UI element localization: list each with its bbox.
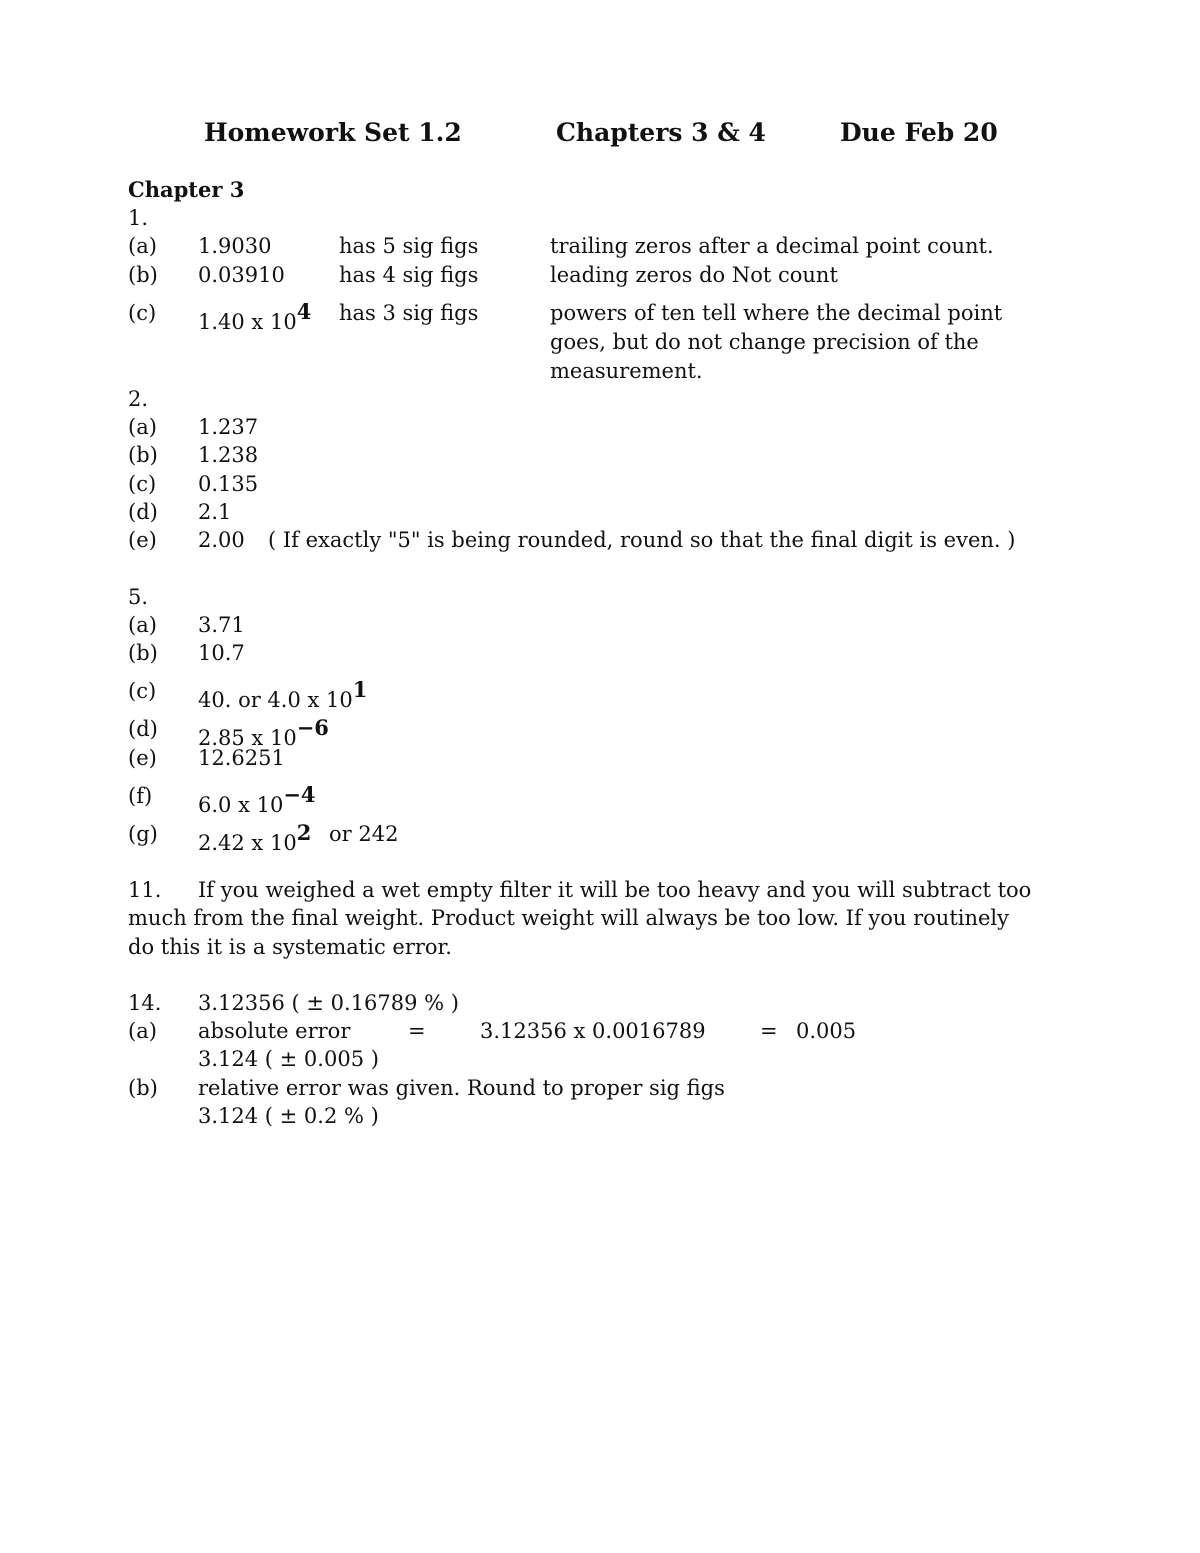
item-value: 0.135 [198, 472, 259, 496]
item-note: ( If exactly "5" is being rounded, round so that the final digit is even. ) [268, 528, 1016, 552]
item-text: absolute error [198, 1019, 351, 1043]
chapters-heading: Chapters 3 & 4 [556, 118, 766, 147]
equals-sign: = [760, 1019, 778, 1043]
item-value: 3.71 [198, 613, 245, 637]
item-value: 2.1 [198, 500, 232, 524]
question-number: 2. [128, 387, 149, 411]
item-note: leading zeros do Not count [550, 263, 838, 287]
sig-fig-count: has 5 sig figs [339, 234, 479, 258]
item-value: 0.03910 [198, 263, 285, 287]
item-value: 1.237 [198, 415, 259, 439]
item-value: 2.00 [198, 528, 245, 552]
item-value [198, 299, 312, 334]
item-label: (a) [128, 1019, 157, 1043]
item-note-line: goes, but do not change precision of the [550, 330, 979, 354]
item-value [198, 782, 316, 817]
answer-value: 3.124 ( ± 0.005 ) [198, 1047, 379, 1071]
answer-line: much from the final weight. Product weight will always be too low. If you routinely [128, 906, 1010, 930]
sig-fig-count: has 3 sig figs [339, 301, 479, 325]
question-number: 14. [128, 991, 162, 1015]
value-base: 2.85 x 10 [198, 726, 297, 750]
item-label: (a) [128, 415, 157, 439]
answer-line: do this it is a systematic error. [128, 935, 452, 959]
chapter-heading: Chapter 3 [128, 177, 245, 202]
item-text: relative error was given. Round to proper sig figs [198, 1076, 725, 1100]
item-value: 1.9030 [198, 234, 272, 258]
item-value: 1.238 [198, 443, 259, 467]
item-note: trailing zeros after a decimal point count. [550, 234, 994, 258]
item-label: (b) [128, 443, 158, 467]
equals-sign: = [408, 1019, 426, 1043]
item-value [198, 715, 329, 750]
item-label: (e) [128, 746, 157, 770]
item-value [198, 820, 312, 855]
exponent: −4 [283, 782, 316, 807]
item-label: (g) [128, 822, 158, 846]
item-label: (c) [128, 301, 157, 325]
value-base: 2.42 x 10 [198, 831, 297, 855]
item-label: (b) [128, 641, 158, 665]
value-base: 40. or 4.0 x 10 [198, 688, 353, 712]
calculation: 3.12356 x 0.0016789 [480, 1019, 706, 1043]
question-number: 5. [128, 585, 149, 609]
exponent: 2 [296, 820, 312, 845]
exponent: −6 [296, 715, 329, 740]
question-number: 1. [128, 206, 149, 230]
page-title: Homework Set 1.2 [204, 118, 462, 147]
value-base: 6.0 x 10 [198, 793, 284, 817]
item-value-alt: or 242 [329, 822, 399, 846]
item-label: (c) [128, 472, 157, 496]
item-label: (b) [128, 1076, 158, 1100]
item-label: (a) [128, 234, 157, 258]
item-note-line: measurement. [550, 359, 703, 383]
item-label: (e) [128, 528, 157, 552]
given-value: 3.12356 ( ± 0.16789 % ) [198, 991, 459, 1015]
answer-value: 3.124 ( ± 0.2 % ) [198, 1104, 379, 1128]
item-value [198, 677, 368, 712]
item-label: (c) [128, 679, 157, 703]
item-value: 10.7 [198, 641, 245, 665]
due-date: Due Feb 20 [840, 118, 998, 147]
answer-line: If you weighed a wet empty filter it will be too heavy and you will subtract too [198, 878, 1032, 902]
value-base: 1.40 x 10 [198, 310, 297, 334]
item-label: (b) [128, 263, 158, 287]
item-label: (d) [128, 717, 158, 741]
item-label: (f) [128, 784, 153, 808]
exponent: 1 [352, 677, 368, 702]
sig-fig-count: has 4 sig figs [339, 263, 479, 287]
item-note-line: powers of ten tell where the decimal point [550, 301, 1003, 325]
exponent: 4 [296, 299, 312, 324]
item-label: (d) [128, 500, 158, 524]
item-value: 12.6251 [198, 746, 285, 770]
question-number: 11. [128, 878, 162, 902]
calculation-result: 0.005 [796, 1019, 857, 1043]
item-label: (a) [128, 613, 157, 637]
